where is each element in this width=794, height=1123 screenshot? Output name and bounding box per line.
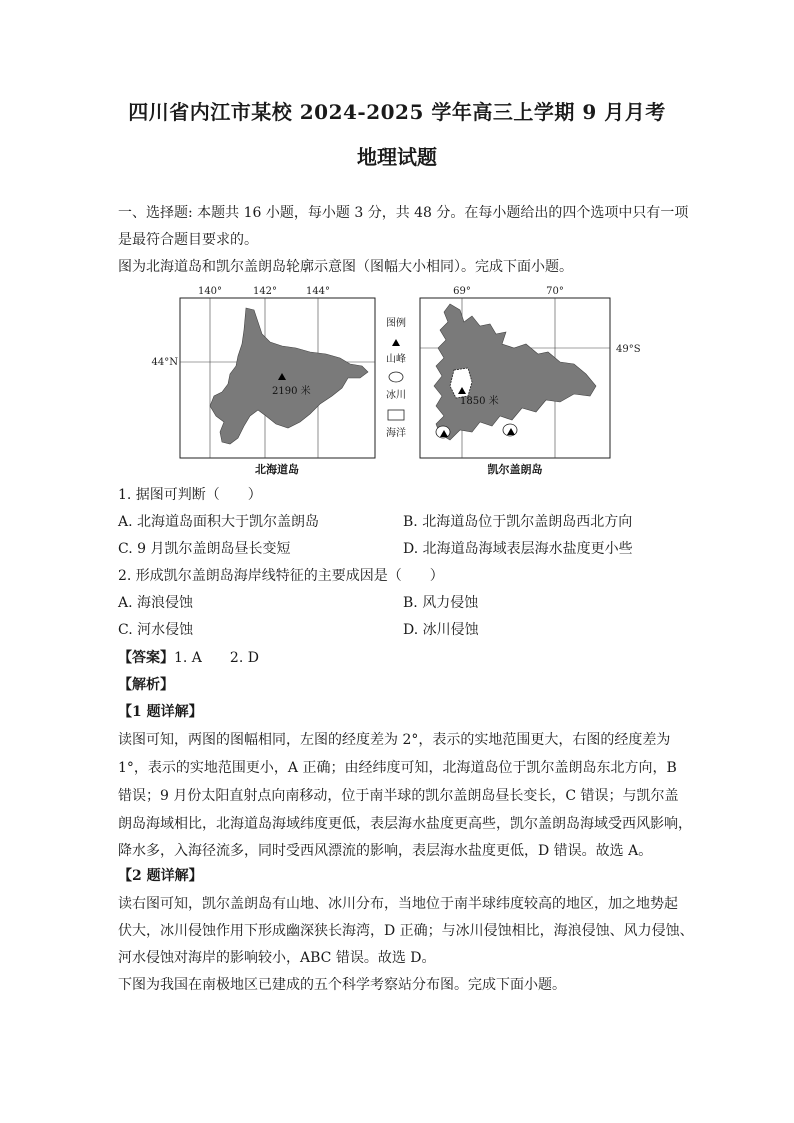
q1-detail-line: 错误；9 月份太阳直射点向南移动，位于南半球的凯尔盖朗岛昼长变长，C 错误；与凯尔盖 bbox=[118, 788, 679, 804]
lon-label: 142° bbox=[252, 286, 278, 297]
q1-detail-line: 朗岛海域相比，北海道岛海域纬度更低，表层海水盐度更高些，凯尔盖朗岛海域受西风影响， bbox=[118, 816, 692, 832]
q1-detail-line: 降水多，入海径流多，同时受西风漂流的影响，表层海水盐度更低，D 错误。故选 A。 bbox=[118, 843, 653, 859]
right-map bbox=[420, 286, 641, 476]
q2-option-d[interactable]: D. 冰川侵蚀 bbox=[403, 622, 479, 638]
q1-option-c[interactable]: C. 9 月凯尔盖朗岛昼长变短 bbox=[118, 541, 291, 557]
ocean-icon bbox=[388, 410, 404, 420]
lon-label: 140° bbox=[197, 286, 223, 297]
q2-option-b[interactable]: B. 风力侵蚀 bbox=[403, 595, 479, 611]
q1-detail-label: 【1 题详解】 bbox=[118, 704, 203, 720]
analysis-label: 【解析】 bbox=[118, 677, 174, 693]
q2-detail-line: 河水侵蚀对海岸的影响较小，ABC 错误。故选 D。 bbox=[118, 950, 436, 966]
left-map bbox=[152, 286, 375, 476]
q1-option-d[interactable]: D. 北海道岛海域表层海水盐度更小些 bbox=[403, 541, 633, 557]
q2-option-c[interactable]: C. 河水侵蚀 bbox=[118, 622, 194, 638]
q2-detail-line: 伏大，冰川侵蚀作用下形成幽深狭长海湾，D 正确；与冰川侵蚀相比，海浪侵蚀、风力侵蚀、 bbox=[118, 923, 694, 939]
lon-label: 69° bbox=[453, 286, 471, 297]
q1-detail-line: 读图可知，两图的图幅相同，左图的经度差为 2°，表示的实地范围更大，右图的经度差为 bbox=[118, 732, 671, 748]
q1-option-a[interactable]: A. 北海道岛面积大于凯尔盖朗岛 bbox=[118, 514, 320, 530]
answer-label: 【答案】 bbox=[118, 650, 174, 666]
island-figure bbox=[150, 282, 650, 482]
exam-subtitle: 地理试题 bbox=[357, 145, 437, 169]
lat-label: 49°S bbox=[616, 344, 641, 355]
peak-icon bbox=[392, 339, 400, 346]
instruction-line: 一、选择题: 本题共 16 小题，每小题 3 分，共 48 分。在每小题给出的四个选项中只有一项 bbox=[118, 205, 689, 221]
instruction-line: 是最符合题目要求的。 bbox=[118, 232, 258, 248]
peak-label: 2190 米 bbox=[272, 386, 311, 397]
answer-text: 1. A 2. D bbox=[174, 650, 259, 666]
legend-ocean: 海洋 bbox=[386, 428, 406, 439]
question-2-stem: 2. 形成凯尔盖朗岛海岸线特征的主要成因是（ ） bbox=[118, 568, 444, 584]
q2-detail-label: 【2 题详解】 bbox=[118, 868, 203, 884]
q1-option-b[interactable]: B. 北海道岛位于凯尔盖朗岛西北方向 bbox=[403, 514, 633, 530]
figure-intro: 图为北海道岛和凯尔盖朗岛轮廓示意图（图幅大小相同）。完成下面小题。 bbox=[118, 259, 573, 275]
legend-glacier: 冰川 bbox=[386, 390, 406, 401]
q1-detail-line: 1°，表示的实地范围更小，A 正确；由经纬度可知，北海道岛位于凯尔盖朗岛东北方向，B bbox=[118, 760, 677, 776]
answer-row bbox=[118, 650, 259, 666]
lon-label: 144° bbox=[305, 286, 331, 297]
legend-title: 图例 bbox=[386, 318, 406, 329]
map-caption: 凯尔盖朗岛 bbox=[487, 463, 543, 476]
peak-label: 1850 米 bbox=[460, 396, 499, 407]
exam-title: 四川省内江市某校 2024-2025 学年高三上学期 9 月月考 bbox=[128, 100, 666, 124]
q2-option-a[interactable]: A. 海浪侵蚀 bbox=[118, 595, 194, 611]
next-intro: 下图为我国在南极地区已建成的五个科学考察站分布图。完成下面小题。 bbox=[118, 977, 566, 993]
legend bbox=[386, 316, 406, 439]
lon-label: 70° bbox=[546, 286, 564, 297]
question-1-stem: 1. 据图可判断（ ） bbox=[118, 487, 262, 503]
q2-detail-line: 读右图可知，凯尔盖朗岛有山地、冰川分布，当地位于南半球纬度较高的地区，加之地势起 bbox=[118, 896, 678, 912]
lat-label: 44°N bbox=[151, 357, 178, 368]
map-caption: 北海道岛 bbox=[255, 463, 299, 476]
glacier-icon bbox=[389, 372, 403, 382]
legend-peak: 山峰 bbox=[386, 354, 406, 365]
